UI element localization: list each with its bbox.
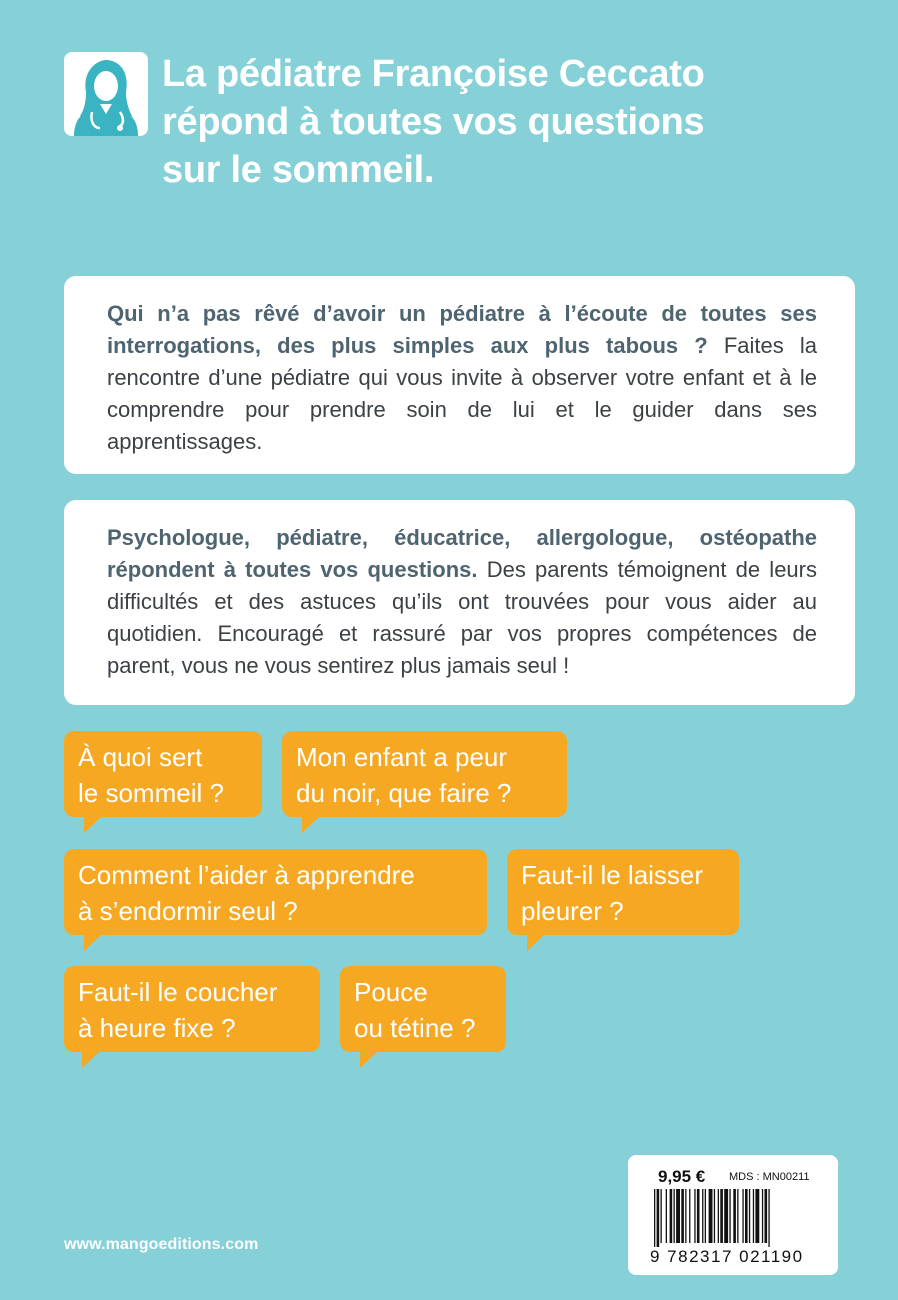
doctor-icon: [64, 52, 148, 136]
barcode-bar: [681, 1189, 684, 1243]
question-line: Mon enfant a peur: [296, 742, 508, 772]
barcode-bar: [753, 1189, 754, 1243]
question-line: à s’endormir seul ?: [78, 896, 298, 926]
question-bubble: [282, 731, 567, 817]
question-line: ou tétine ?: [354, 1013, 476, 1043]
barcode-bar: [674, 1189, 675, 1243]
barcode-bar: [689, 1189, 690, 1243]
barcode-bar: [709, 1189, 713, 1243]
barcode-bar: [697, 1189, 700, 1243]
barcode-bar: [670, 1189, 673, 1243]
barcode-box: [628, 1155, 838, 1275]
barcode-bar: [657, 1189, 660, 1247]
question-line: le sommeil ?: [78, 778, 224, 808]
question-line: À quoi sert: [78, 742, 203, 772]
barcode-bar: [714, 1189, 715, 1243]
publisher-website: www.mangoeditions.com: [64, 1236, 259, 1253]
intro-card-bold-text: Qui n’a pas rêvé d’avoir un pédiatre à l’écoute de toutes ses interrogations, des plus simples aux plus tabous ?: [107, 301, 817, 358]
intro-card: [64, 276, 855, 474]
question-line: Faut-il le coucher: [78, 977, 278, 1007]
headline-line-3: sur le sommeil.: [162, 149, 435, 191]
barcode-bar: [685, 1189, 686, 1243]
barcode-bar: [705, 1189, 706, 1243]
question-line: Pouce: [354, 977, 428, 1007]
barcode-bar: [765, 1189, 768, 1243]
headline: [162, 50, 862, 194]
barcode-bar: [676, 1189, 680, 1243]
question-line: du noir, que faire ?: [296, 778, 512, 808]
price: 9,95 €: [658, 1167, 706, 1186]
question-bubble: [340, 966, 506, 1052]
barcode-bar: [762, 1189, 763, 1243]
question-line: Faut-il le laisser: [521, 860, 704, 890]
headline-line-1: La pédiatre Françoise Ceccato: [162, 53, 705, 95]
barcode-bar: [768, 1189, 769, 1247]
barcode-bar: [666, 1189, 667, 1243]
mds-code: MDS : MN00211: [729, 1171, 810, 1183]
barcode-bar: [729, 1189, 730, 1243]
barcode-bar: [654, 1189, 655, 1247]
headline-line-2: répond à toutes vos questions: [162, 101, 705, 143]
intro-card-text: Faites la rencontre d’une pédiatre qui vous invite à observer votre enfant et à le comprendre pour prendre soin de lui et le guider dans ses apprentissages.: [107, 333, 818, 454]
question-line: pleurer ?: [521, 896, 624, 926]
barcode-bar: [702, 1189, 703, 1243]
experts-card-text: Des parents témoignent de leurs difficultés et des astuces qu’ils ont trouvées pour vous aider au quotidien. Encouragé et rassuré par vos propres compétences de parent, vous ne vous sentirez plus jamais seul !: [107, 557, 817, 678]
barcode-bar: [718, 1189, 719, 1243]
barcode-bar: [720, 1189, 723, 1243]
barcode-bar: [661, 1189, 662, 1243]
question-bubble: [64, 731, 262, 817]
barcode-icon: [652, 1189, 820, 1247]
barcode-bar: [755, 1189, 759, 1243]
question-bubble: [507, 849, 739, 935]
barcode-bar: [737, 1189, 738, 1243]
barcode-bar: [742, 1189, 743, 1243]
barcode-digits: 9 782317 021190: [650, 1247, 804, 1266]
barcode-bar: [694, 1189, 695, 1243]
experts-card-bold-text: Psychologue, pédiatre, éducatrice, allergologue, ostéopathe répondent à toutes vos questions.: [107, 525, 817, 582]
barcode-bar: [733, 1189, 736, 1243]
experts-card: [64, 500, 855, 705]
barcode-bar: [745, 1189, 748, 1243]
question-line: Comment l’aider à apprendre: [78, 860, 415, 890]
question-line: à heure fixe ?: [78, 1013, 236, 1043]
barcode-bar: [749, 1189, 750, 1243]
question-bubble: [64, 849, 487, 935]
question-bubble: [64, 966, 320, 1052]
barcode-bar: [724, 1189, 728, 1243]
